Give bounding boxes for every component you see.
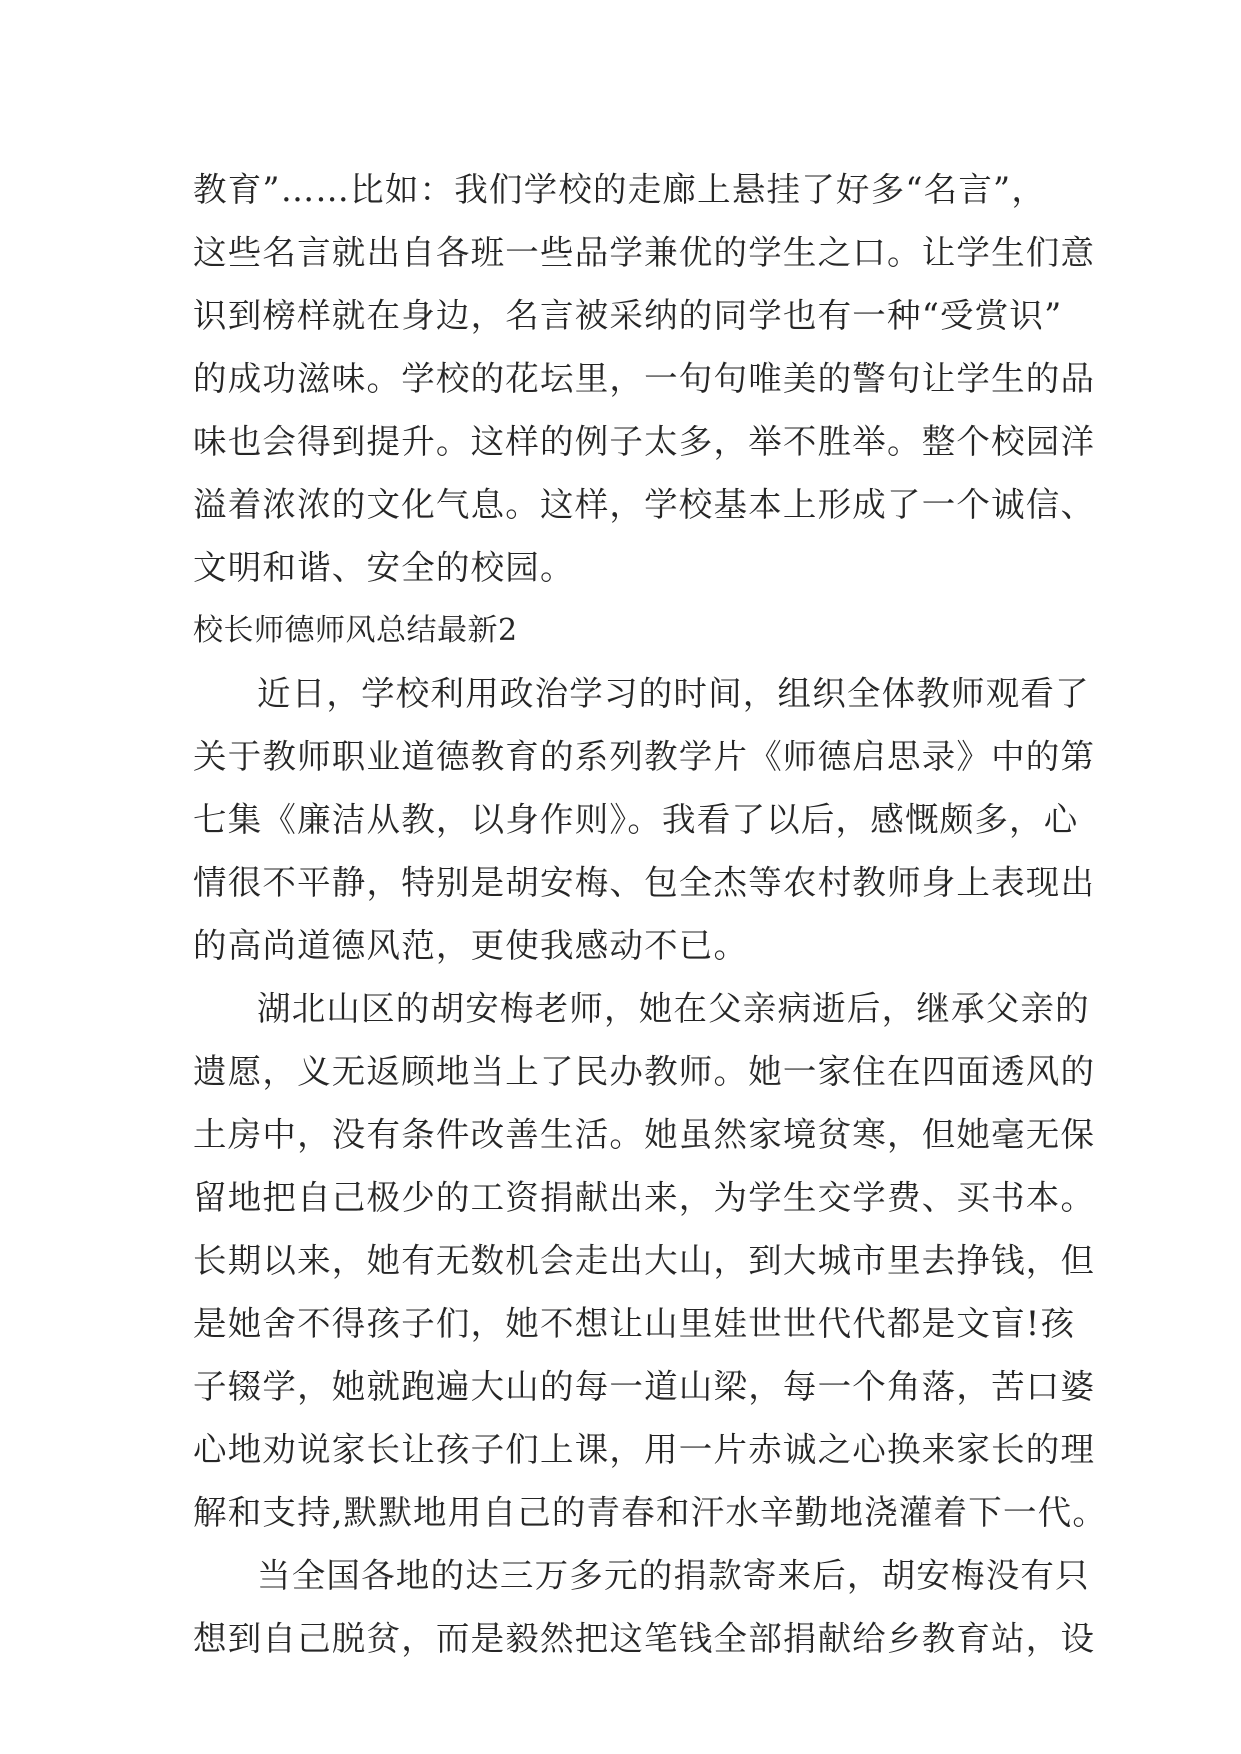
text-line: 的高尚道德风范，更使我感动不已。	[193, 926, 749, 965]
text-line: 的成功滋味。学校的花坛里，一句句唯美的警句让学生的品	[193, 359, 1096, 398]
text-line: 子辍学，她就跑遍大山的每一道山梁，每一个角落，苦口婆	[193, 1367, 1096, 1406]
text-line: 教育”……比如：我们学校的走廊上悬挂了好多“名言”，	[193, 170, 1047, 209]
text-line: 留地把自己极少的工资捐献出来，为学生交学费、买书本。	[193, 1178, 1096, 1217]
text-line: 这些名言就出自各班一些品学兼优的学生之口。让学生们意	[193, 233, 1096, 272]
text-line: 文明和谐、安全的校园。	[193, 548, 575, 587]
paragraph-first-line: 当全国各地的达三万多元的捐款寄来后，胡安梅没有只	[257, 1556, 1090, 1595]
text-line: 七集《廉洁从教，以身作则》。我看了以后，感慨颇多，心	[193, 800, 1079, 839]
paragraph-first-line: 近日，学校利用政治学习的时间，组织全体教师观看了	[257, 674, 1090, 713]
text-line: 长期以来，她有无数机会走出大山，到大城市里去挣钱，但	[193, 1241, 1096, 1280]
text-line: 关于教师职业道德教育的系列教学片《师德启思录》中的第	[193, 737, 1096, 776]
text-line: 情很不平静，特别是胡安梅、包全杰等农村教师身上表现出	[193, 863, 1096, 902]
text-line: 味也会得到提升。这样的例子太多，举不胜举。整个校园洋	[193, 422, 1096, 461]
section-heading: 校长师德师风总结最新2	[193, 613, 518, 648]
paragraph-first-line: 湖北山区的胡安梅老师，她在父亲病逝后，继承父亲的	[257, 989, 1090, 1028]
text-line: 心地劝说家长让孩子们上课，用一片赤诚之心换来家长的理	[193, 1430, 1096, 1469]
text-line: 解和支持,默默地用自己的青春和汗水辛勤地浇灌着下一代。	[193, 1493, 1108, 1532]
text-line: 遗愿，义无返顾地当上了民办教师。她一家住在四面透风的	[193, 1052, 1096, 1091]
text-line: 识到榜样就在身边，名言被采纳的同学也有一种“受赏识”	[193, 296, 1063, 335]
document-body	[193, 158, 1108, 1670]
text-line: 想到自己脱贫，而是毅然把这笔钱全部捐献给乡教育站，设	[193, 1619, 1096, 1658]
text-line: 是她舍不得孩子们，她不想让山里娃世世代代都是文盲!孩	[193, 1304, 1076, 1343]
text-line: 溢着浓浓的文化气息。这样，学校基本上形成了一个诚信、	[193, 485, 1096, 524]
text-line: 土房中，没有条件改善生活。她虽然家境贫寒，但她毫无保	[193, 1115, 1096, 1154]
